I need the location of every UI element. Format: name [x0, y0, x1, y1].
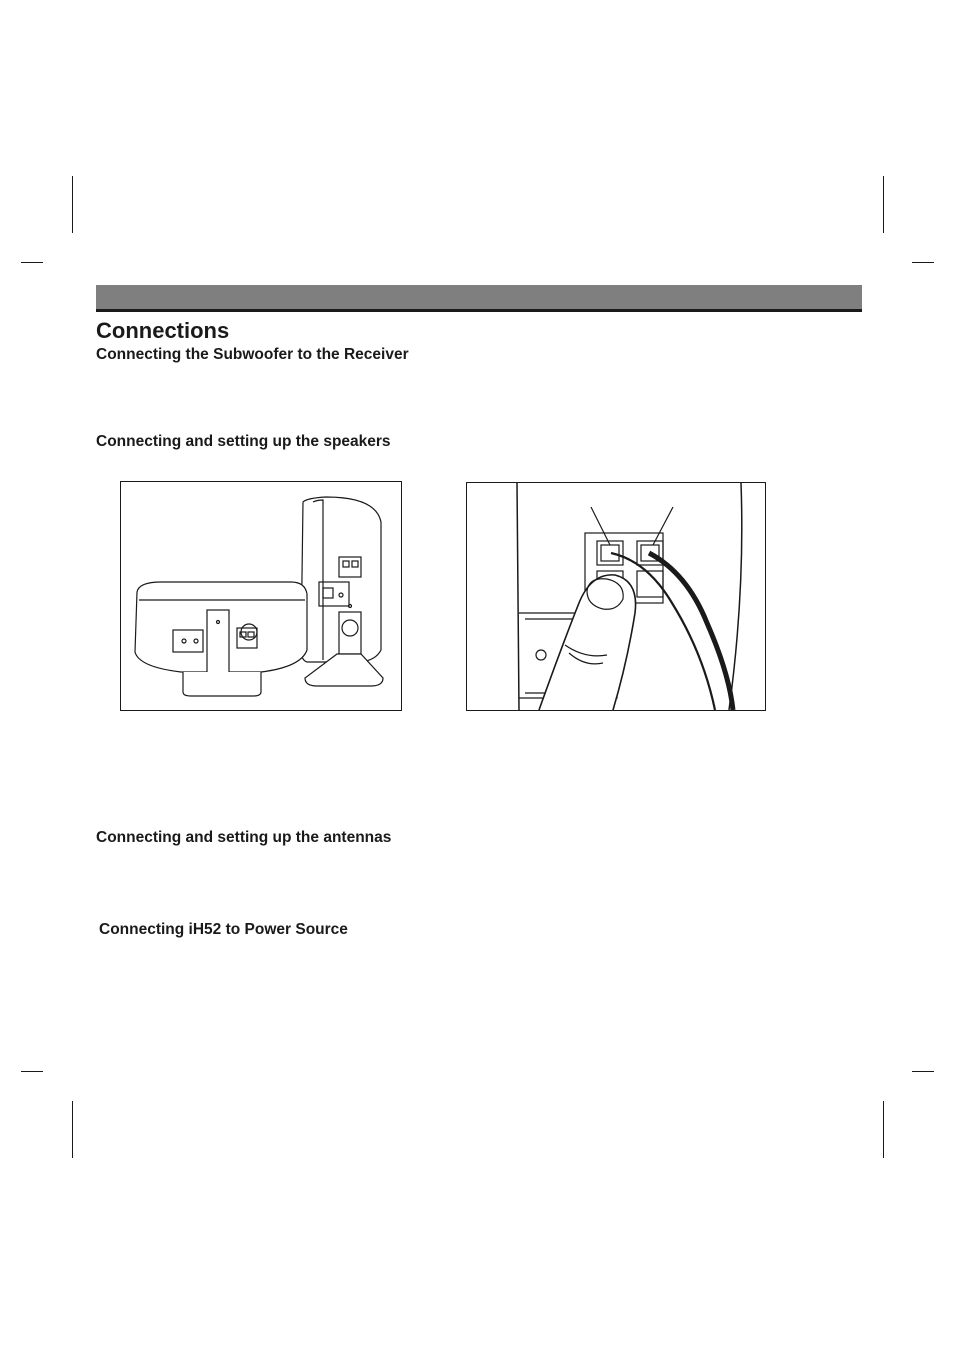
crop-mark [883, 176, 884, 233]
speaker-terminal-illustration [467, 483, 765, 710]
page-title: Connections [96, 318, 230, 343]
speaker-rear-illustration [121, 482, 401, 710]
crop-mark [72, 1101, 73, 1158]
crop-mark [21, 1071, 43, 1072]
crop-mark [21, 262, 43, 263]
heading-power: Connecting iH52 to Power Source [99, 921, 348, 938]
crop-mark [883, 1101, 884, 1158]
section-header-bar [96, 285, 862, 312]
crop-mark [72, 176, 73, 233]
crop-mark [912, 262, 934, 263]
speakers-rear-figure [120, 481, 402, 711]
heading-antennas: Connecting and setting up the antennas [96, 829, 392, 846]
heading-speakers: Connecting and setting up the speakers [96, 433, 391, 450]
terminal-hookup-figure [466, 482, 766, 711]
heading-subwoofer: Connecting the Subwoofer to the Receiver [96, 346, 409, 363]
crop-mark [912, 1071, 934, 1072]
